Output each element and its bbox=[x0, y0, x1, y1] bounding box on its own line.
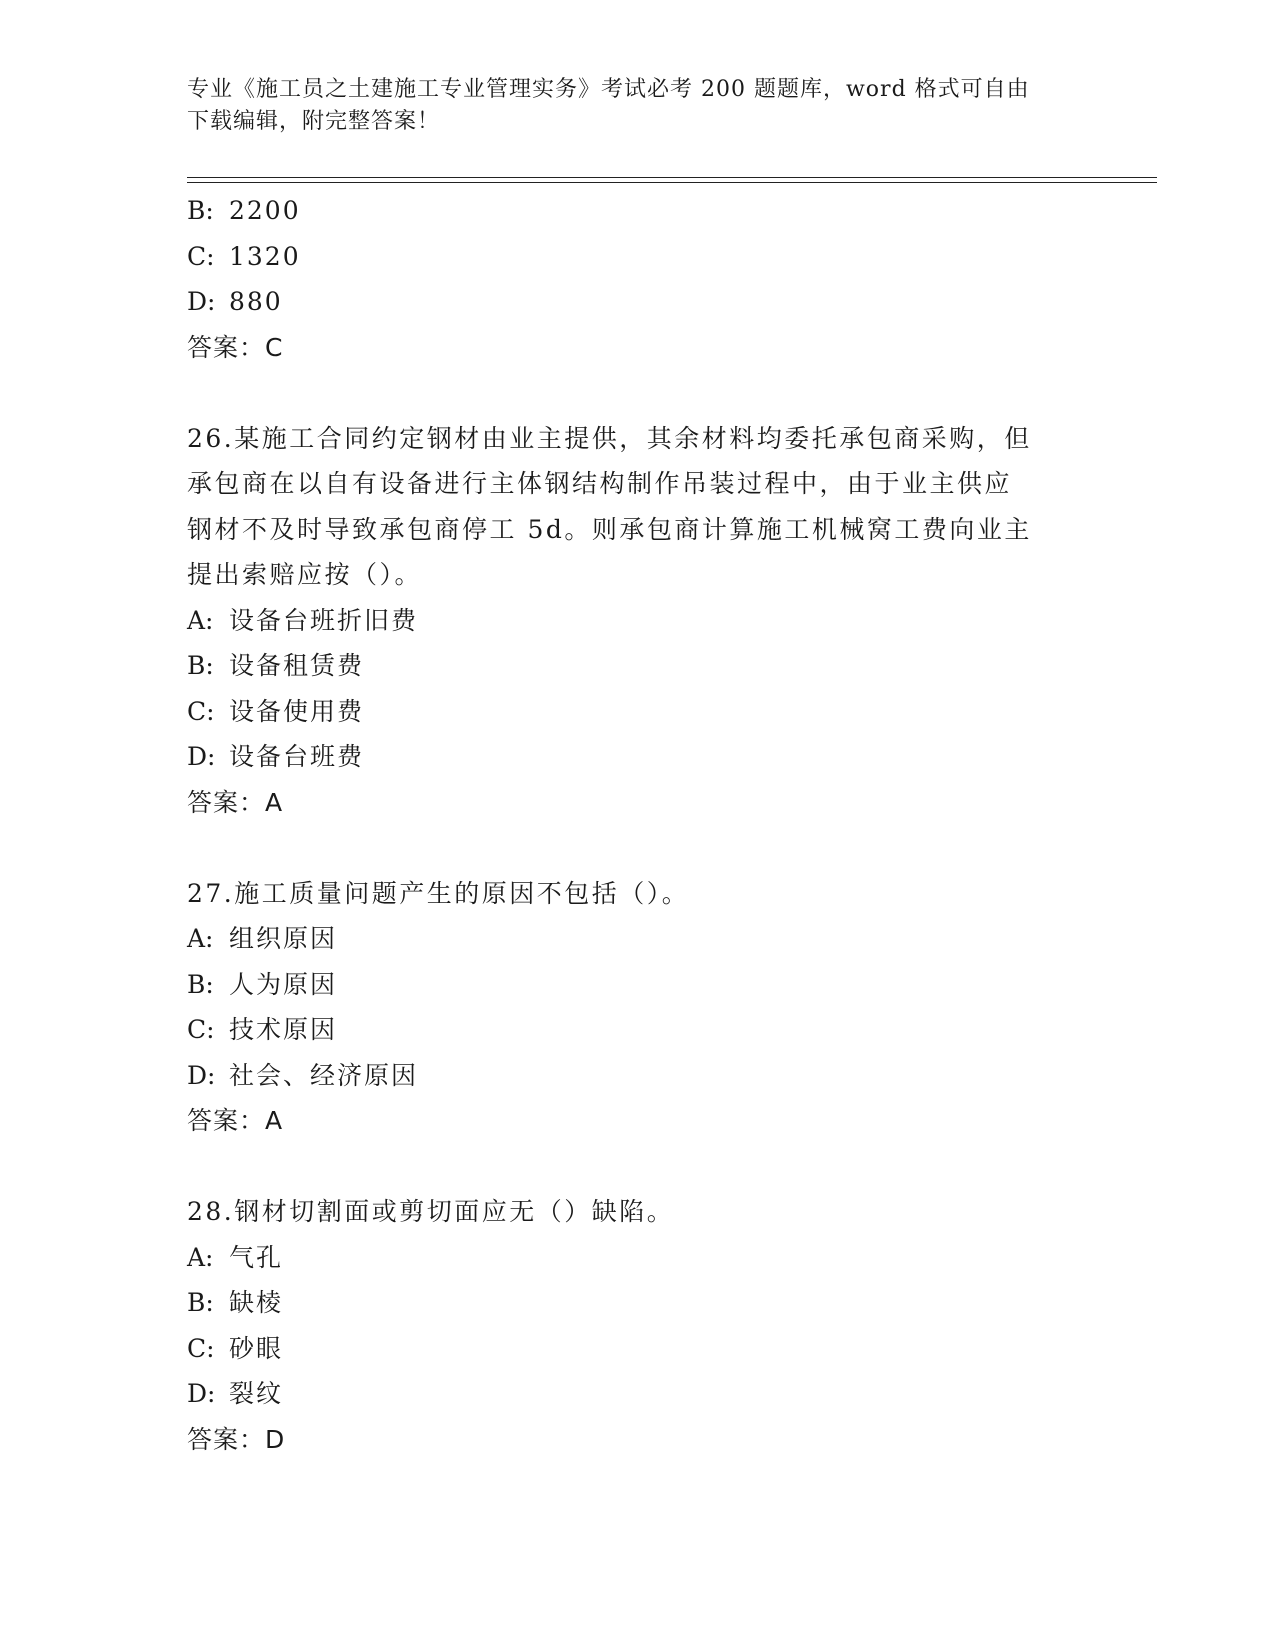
spacer bbox=[187, 1144, 1157, 1190]
answer-line: 答案：A bbox=[187, 1106, 284, 1135]
option-d: D: 设备台班费 bbox=[187, 742, 365, 771]
option-c: C: 技术原因 bbox=[187, 1015, 338, 1044]
prev-question bbox=[187, 188, 1157, 370]
header-line-1: 专业《施工员之土建施工专业管理实务》考试必考 200 题题库，word 格式可自由 bbox=[187, 77, 1030, 102]
answer-line: 答案：A bbox=[187, 787, 284, 817]
option-a: A: 气孔 bbox=[187, 1242, 284, 1272]
option-a: A: 组织原因 bbox=[187, 924, 338, 953]
option-d: D: 社会、经济原因 bbox=[187, 1060, 419, 1090]
answer-line: 答案：C bbox=[187, 332, 284, 362]
document-header bbox=[187, 74, 1087, 138]
option-c: C: 设备使用费 bbox=[187, 696, 365, 726]
question-stem: 27.施工质量问题产生的原因不包括（）。 bbox=[187, 878, 690, 908]
option-d: D: 裂纹 bbox=[187, 1379, 284, 1408]
option-b: B: 缺棱 bbox=[187, 1288, 284, 1317]
option-d: D: 880 bbox=[187, 287, 283, 316]
spacer bbox=[187, 370, 1157, 416]
option-b: B: 人为原因 bbox=[187, 969, 338, 999]
question-stem: 26.某施工合同约定钢材由业主提供，其余材料均委托承包商采购，但 承包商在以自有设备进行主体钢结构制作吊装过程中，由于业主供应 钢材不及时导致承包商停工 5d。则承包商计算施工机械窝工费向业主 提出索赔应按（）。 bbox=[187, 423, 1032, 589]
question-28 bbox=[187, 1189, 1157, 1462]
spacer bbox=[187, 825, 1157, 871]
question-stem: 28.钢材切割面或剪切面应无（）缺陷。 bbox=[187, 1197, 675, 1226]
header-divider-top bbox=[187, 177, 1157, 178]
question-27 bbox=[187, 871, 1157, 1144]
header-line-2: 下载编辑，附完整答案！ bbox=[187, 109, 441, 134]
option-b: B: 设备租赁费 bbox=[187, 651, 365, 680]
question-26 bbox=[187, 416, 1157, 826]
answer-line: 答案：D bbox=[187, 1424, 286, 1454]
question-list bbox=[187, 188, 1157, 1462]
header-divider-bottom bbox=[187, 182, 1157, 183]
option-c: C: 1320 bbox=[187, 241, 301, 271]
option-a: A: 设备台班折旧费 bbox=[187, 605, 419, 635]
option-b: B: 2200 bbox=[187, 196, 301, 225]
option-c: C: 砂眼 bbox=[187, 1333, 284, 1363]
